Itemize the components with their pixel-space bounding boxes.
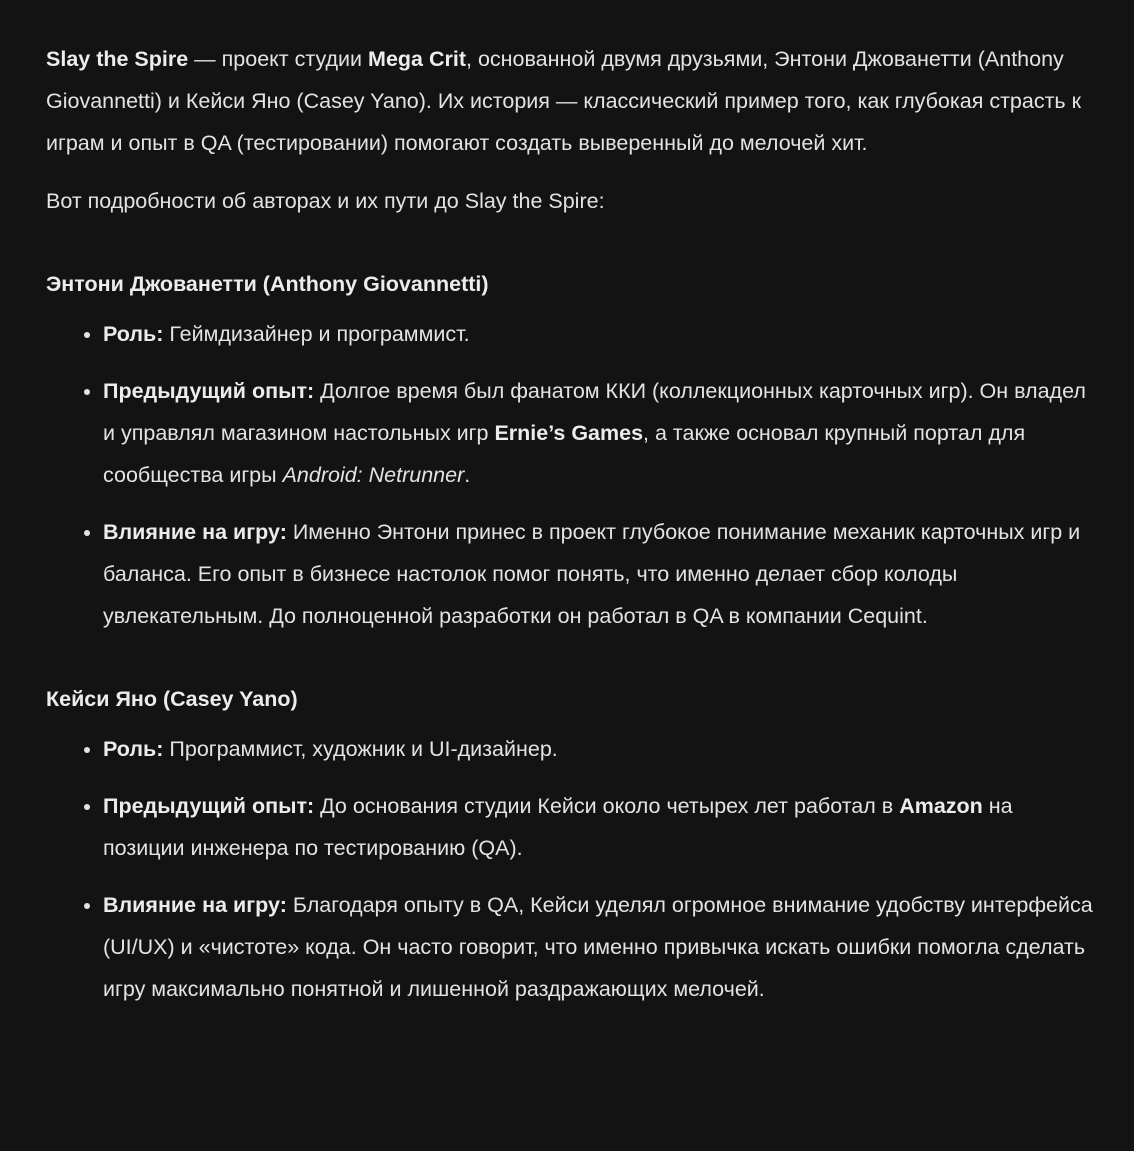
item-label: Роль: — [103, 322, 164, 346]
game-title: Slay the Spire — [46, 47, 189, 71]
casey-list — [46, 728, 1094, 1010]
shop-name: Ernie’s Games — [494, 421, 644, 445]
item-text: Именно Энтони принес в проект глубокое понимание механик карточных игр и баланса. Его опыт в бизнесе настолок помог понять, что именно делает сбор колоды увлекательным. До полноценной разработки он работал в QA в компании Cequint. — [103, 520, 1081, 628]
item-text: , а также основал крупный портал для сообщества игры — [103, 421, 1026, 487]
intro-paragraph — [46, 38, 1094, 164]
company-name: Amazon — [899, 794, 983, 818]
list-item — [103, 313, 1094, 355]
item-text: . — [464, 463, 471, 487]
item-text: До основания студии Кейси около четырех лет работал в — [314, 794, 900, 818]
item-text: Долгое время был фанатом ККИ (коллекционных карточных игр). Он владел и управлял магазином настольных игр — [103, 379, 1086, 445]
game-name: Android: Netrunner — [282, 463, 465, 487]
item-label: Роль: — [103, 737, 164, 761]
section-heading-anthony: Энтони Джованетти (Anthony Giovannetti) — [46, 272, 489, 296]
item-text: Программист, художник и UI-дизайнер. — [163, 737, 558, 761]
text: , основанной двумя друзьями, Энтони Джованетти (Anthony Giovannetti) и Кейси Яно (Casey Yano). Их история — классический пример того, как глубокая страсть к играм и опыт в QA (тестировании) помогают создать выверенный до мелочей хит. — [46, 47, 1082, 155]
list-item — [103, 370, 1094, 496]
item-label: Предыдущий опыт: — [103, 794, 315, 818]
anthony-list — [46, 313, 1094, 637]
list-item — [103, 728, 1094, 770]
item-label: Влияние на игру: — [103, 893, 287, 917]
list-item — [103, 511, 1094, 637]
text: — проект студии — [188, 47, 369, 71]
list-item — [103, 884, 1094, 1010]
intro-lead: Вот подробности об авторах и их пути до Slay the Spire: — [46, 189, 605, 213]
item-text: на позиции инженера по тестированию (QA). — [103, 794, 1013, 860]
studio-name: Mega Crit — [368, 47, 467, 71]
item-text: Геймдизайнер и программист. — [163, 322, 470, 346]
item-label: Влияние на игру: — [103, 520, 287, 544]
list-item — [103, 785, 1094, 869]
section-heading-casey: Кейси Яно (Casey Yano) — [46, 687, 298, 711]
item-label: Предыдущий опыт: — [103, 379, 315, 403]
item-text: Благодаря опыту в QA, Кейси уделял огромное внимание удобству интерфейса (UI/UX) и «чистоте» кода. Он часто говорит, что именно привычка искать ошибки помогла сделать игру максимально понятной и лишенной раздражающих мелочей. — [103, 893, 1093, 1001]
